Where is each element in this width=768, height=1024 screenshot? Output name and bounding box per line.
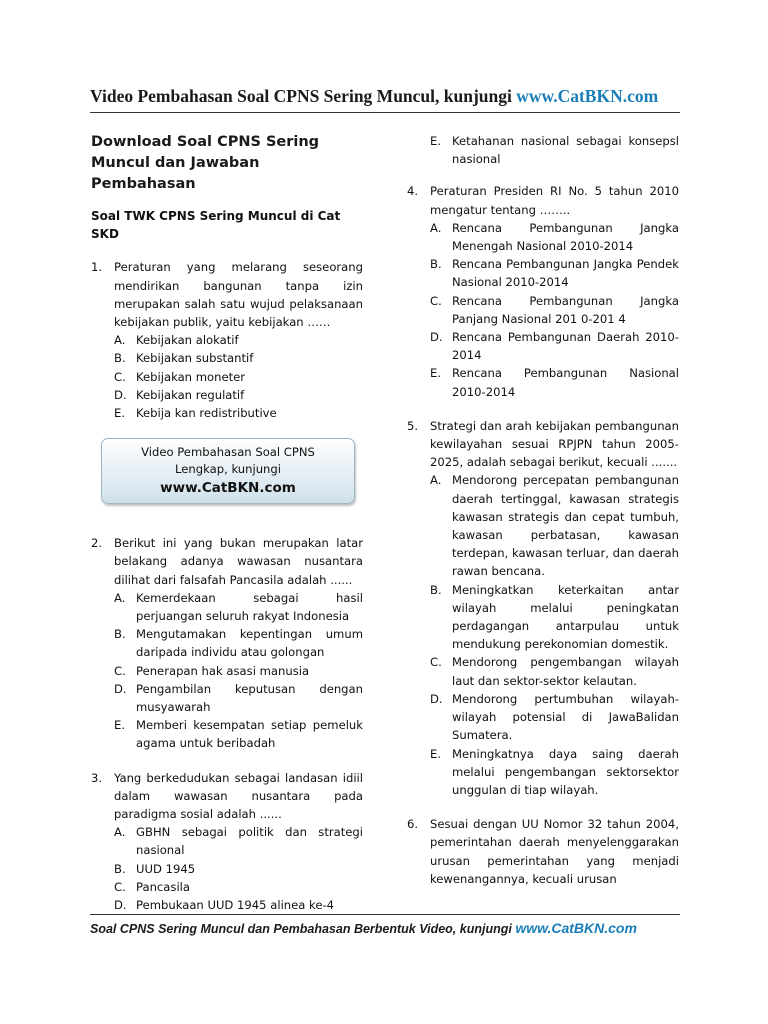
header-link[interactable]: www.CatBKN.com [516, 86, 659, 106]
option [430, 292, 679, 328]
question-text: Strategi dan arah kebijakan pembangunan kewilayahan sesuai RPJPN tahun 2005-2025, adalah sebagai berikut, kecuali ....... [430, 418, 679, 470]
option-text: Mendorong percepatan pembangunan daerah tertinggal, kawasan strategis kawasan strategis dan cepat tumbuh, kawasan perbatasan, kawasan terdepan, kawasan terluar, dan daerah rawan bencana. [452, 473, 679, 579]
option [114, 662, 363, 680]
option-text: Pengambilan keputusan dengan musyawarah [136, 681, 363, 715]
option [114, 860, 363, 878]
question-text: Berikut ini yang bukan merupakan latar belakang adanya wawasan nusantara dilihat dari falsafah Pancasila adalah ...... [114, 536, 363, 587]
option-text: Rencana Pembangunan Jangka Panjang Nasional 201 0-201 4 [452, 293, 679, 326]
option-letter: B. [114, 351, 126, 366]
option-text: Kebijakan moneter [136, 369, 246, 384]
option-text: Kebijakan substantif [136, 351, 254, 366]
option [430, 745, 679, 800]
option-letter: A. [114, 590, 126, 605]
doc-subtitle: Soal TWK CPNS Sering Muncul di Cat SKD [91, 209, 341, 242]
question-6 [407, 815, 679, 888]
options-list [114, 331, 363, 422]
option-text: Kemerdekaan sebagai hasil perjuangan seluruh rakyat Indonesia [136, 590, 363, 624]
option [114, 386, 363, 404]
question-number: 6. [407, 817, 419, 832]
option-letter: D. [114, 898, 127, 913]
doc-title: Download Soal CPNS Sering Muncul dan Jawaban Pembahasan [91, 134, 320, 192]
option [430, 364, 679, 400]
option-text: Kebija kan redistributive [136, 406, 277, 421]
option-text: GBHN sebagai politik dan strategi nasional [136, 825, 363, 858]
header-text: Video Pembahasan Soal CPNS Sering Muncul, kunjungi [90, 86, 517, 106]
footer-link[interactable]: www.CatBKN.com [515, 920, 637, 936]
option [114, 896, 363, 914]
option-text: Rencana Pembangunan Jangka Menengah Nasional 2010-2014 [452, 220, 679, 254]
option [114, 589, 363, 625]
question-number: 5. [407, 418, 419, 433]
option [430, 255, 679, 291]
question-2 [91, 534, 363, 752]
options-list [114, 589, 363, 753]
option-letter: A. [430, 473, 442, 488]
question-4 [407, 182, 679, 400]
question-number: 3. [91, 770, 103, 785]
question-text: Peraturan yang melarang seseorang mendirikan bangunan tanpa izin merupakan salah satu wujud pelaksanaan kebijakan publik, yaitu kebijakan …… [114, 260, 363, 330]
option-letter: D. [114, 387, 127, 402]
option-text: Kebijakan regulatif [136, 387, 245, 402]
option-letter: A. [430, 220, 442, 235]
option-letter: C. [114, 663, 126, 678]
option-text: Memberi kesempatan setiap pemeluk agama untuk beribadah [136, 718, 363, 751]
option [430, 581, 679, 654]
option-letter: D. [114, 681, 127, 696]
option-text: Rencana Pembangunan Daerah 2010-2014 [452, 330, 679, 363]
option-text: Pancasila [136, 879, 190, 894]
option-text: Meningkatkan keterkaitan antar wilayah melalui peningkatan perdagangan antarpulau untuk mendukung perekonomian domestik. [452, 582, 679, 652]
option-letter: E. [430, 746, 442, 761]
option-text: Rencana Pembangunan Nasional 2010-2014 [452, 366, 679, 399]
option-letter: C. [114, 369, 126, 384]
question-3-continued [407, 132, 679, 168]
option-letter: C. [430, 655, 442, 670]
header-divider [90, 112, 680, 113]
option-letter: B. [430, 582, 442, 597]
option-text: Ketahanan nasional sebagai konsepsl nasional [452, 134, 679, 167]
option-letter: D. [430, 330, 443, 345]
banner-link[interactable]: www.CatBKN.com [160, 480, 296, 497]
option-text: Pembukaan UUD 1945 alinea ke-4 [136, 898, 335, 913]
page-header [90, 86, 680, 107]
option-text: UUD 1945 [136, 861, 196, 876]
option [114, 331, 363, 349]
option-text: Mendorong pengembangan wilayah laut dan sektor-sektor kelautan. [452, 655, 679, 688]
option [114, 716, 363, 752]
option [114, 368, 363, 386]
option-letter: E. [430, 366, 442, 381]
options-list [114, 823, 363, 914]
option-text: Meningkatnya daya saing daerah melalui pengembangan sektorsektor unggulan di tiap wilayah. [452, 746, 679, 797]
option-text: Mendorong pertumbuhan wilayah-wilayah potensial di JawaBalidan Sumatera. [452, 691, 679, 743]
options-list [430, 219, 679, 401]
footer-divider [90, 914, 680, 915]
option-letter: C. [430, 293, 442, 308]
option-letter: E. [114, 718, 126, 733]
question-5 [407, 417, 679, 799]
option [430, 219, 679, 255]
option-letter: C. [114, 879, 126, 894]
question-number: 1. [91, 260, 103, 275]
option [430, 690, 679, 745]
question-text: Sesuai dengan UU Nomor 32 tahun 2004, pemerintahan daerah menyelenggarakan urusan pemerintahan yang menjadi kewenangannya, kecuali urusan [430, 817, 679, 886]
option [430, 653, 679, 689]
option-letter: B. [114, 861, 126, 876]
page-footer [90, 920, 690, 936]
option-text: Rencana Pembangunan Jangka Pendek Nasional 2010-2014 [452, 257, 679, 290]
question-text: Yang berkedudukan sebagai landasan idiil dalam wawasan nusantara pada paradigma sosial adalah ...... [114, 770, 363, 822]
option [114, 680, 363, 716]
banner-line-1: Video Pembahasan Soal CPNS [141, 445, 315, 460]
question-number: 2. [91, 536, 103, 551]
footer-text: Soal CPNS Sering Muncul dan Pembahasan Berbentuk Video, kunjungi [90, 922, 516, 936]
option [114, 625, 363, 661]
options-list [430, 471, 679, 799]
promo-banner[interactable] [101, 438, 355, 504]
option-text: Mengutamakan kepentingan umum daripada individu atau golongan [136, 627, 363, 660]
question-1 [91, 258, 363, 422]
option-text: Kebijakan alokatif [136, 333, 239, 348]
option-letter: A. [114, 333, 126, 348]
option-letter: D. [430, 691, 443, 706]
option [114, 349, 363, 367]
left-column [91, 132, 363, 930]
option-letter: B. [430, 257, 442, 272]
option [430, 328, 679, 364]
right-column [407, 132, 679, 904]
option [430, 471, 679, 580]
question-text: Peraturan Presiden RI No. 5 tahun 2010 mengatur tentang …….. [430, 184, 679, 217]
option-letter: E. [430, 134, 442, 148]
banner-line-2: Lengkap, kunjungi [175, 462, 281, 477]
option [114, 404, 363, 422]
question-3 [91, 769, 363, 915]
option-letter: A. [114, 825, 126, 840]
option [114, 823, 363, 859]
option-text: Penerapan hak asasi manusia [136, 663, 310, 678]
option-letter: B. [114, 627, 126, 642]
option [430, 132, 679, 168]
option [114, 878, 363, 896]
question-number: 4. [407, 184, 419, 199]
option-letter: E. [114, 406, 126, 421]
